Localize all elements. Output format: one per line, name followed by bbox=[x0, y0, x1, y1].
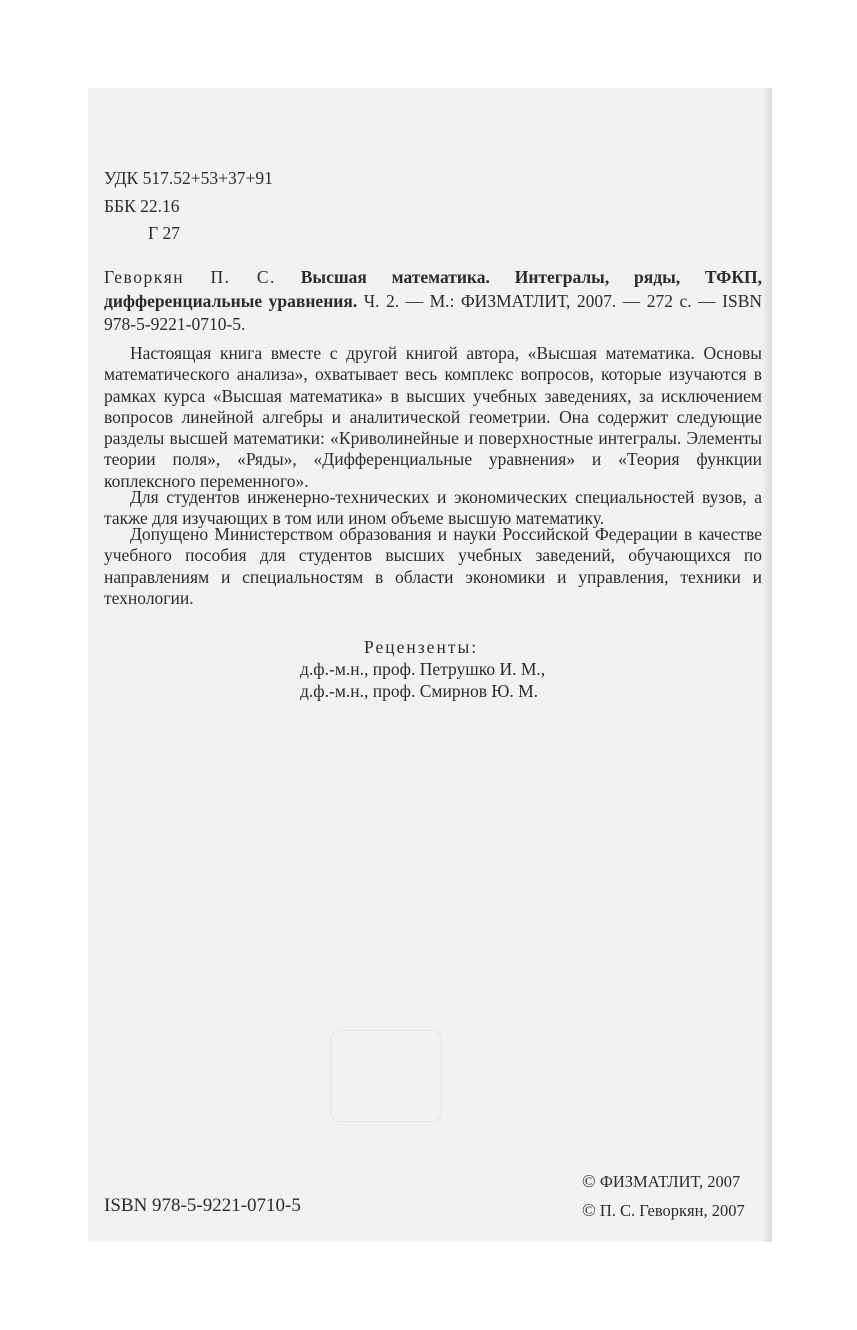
reviewer-item: д.ф.-м.н., проф. Петрушко И. М., bbox=[300, 659, 546, 679]
reviewers-block bbox=[104, 636, 762, 702]
copyright-publisher-line bbox=[582, 1167, 745, 1196]
bbk-code: ББК 22.16 bbox=[104, 195, 180, 216]
copyright-icon: © bbox=[582, 1200, 596, 1220]
reviewers-heading: Рецензенты: bbox=[364, 637, 479, 657]
copyright-author-line bbox=[582, 1196, 745, 1225]
bibliographic-citation bbox=[104, 266, 762, 337]
citation-title: Высшая математика. Интегралы, ряды, ТФКП, дифференциальные уравнения. bbox=[104, 267, 762, 311]
copyright-author: П. С. Геворкян, 2007 bbox=[599, 1201, 745, 1220]
author-mark: Г 27 bbox=[148, 223, 180, 243]
copyright-icon: © bbox=[582, 1171, 596, 1191]
classification-codes bbox=[104, 165, 273, 248]
approval-paragraph: Допущено Министерством образования и науки Российской Федерации в качестве учебного пособия для студентов высших учебных заведений, обучающихся по направлениям и специальностям в области экономики и управления, техники и технологии. bbox=[104, 524, 762, 608]
citation-details: Ч. 2. — М.: ФИЗМАТЛИТ, 2007. — 272 с. — ISBN 978-5-9221-0710-5. bbox=[104, 290, 763, 334]
citation-author: Геворкян П. С. bbox=[104, 267, 276, 287]
bleed-through-emblem bbox=[330, 1030, 442, 1122]
isbn-footer: ISBN 978-5-9221-0710-5 bbox=[104, 1195, 301, 1216]
udk-code: УДК 517.52+53+37+91 bbox=[104, 168, 273, 188]
audience-paragraph: Для студентов инженерно-технических и экономических специальностей вузов, а также для изучающих в том или ином объеме высшую математику. bbox=[104, 487, 762, 529]
page-edge-shadow bbox=[762, 88, 772, 1242]
copyright-block bbox=[582, 1167, 745, 1225]
abstract-paragraph: Настоящая книга вместе с другой книгой автора, «Высшая математика. Основы математического анализа», охватывает весь комплекс вопросов, которые изучаются в рамках курса «Высшая математика» в высших учебных заведениях, за исключением вопросов линейной алгебры и аналитической геометрии. Она содержит следующие разделы высшей математики: «Криволинейные и поверхностные интегралы. Элементы теории поля», «Ряды», «Дифференциальные уравнения» и «Теория функции коплексного переменного». bbox=[104, 343, 762, 491]
copyright-publisher: ФИЗМАТЛИТ, 2007 bbox=[599, 1172, 741, 1191]
reviewer-item: д.ф.-м.н., проф. Смирнов Ю. М. bbox=[300, 681, 539, 701]
